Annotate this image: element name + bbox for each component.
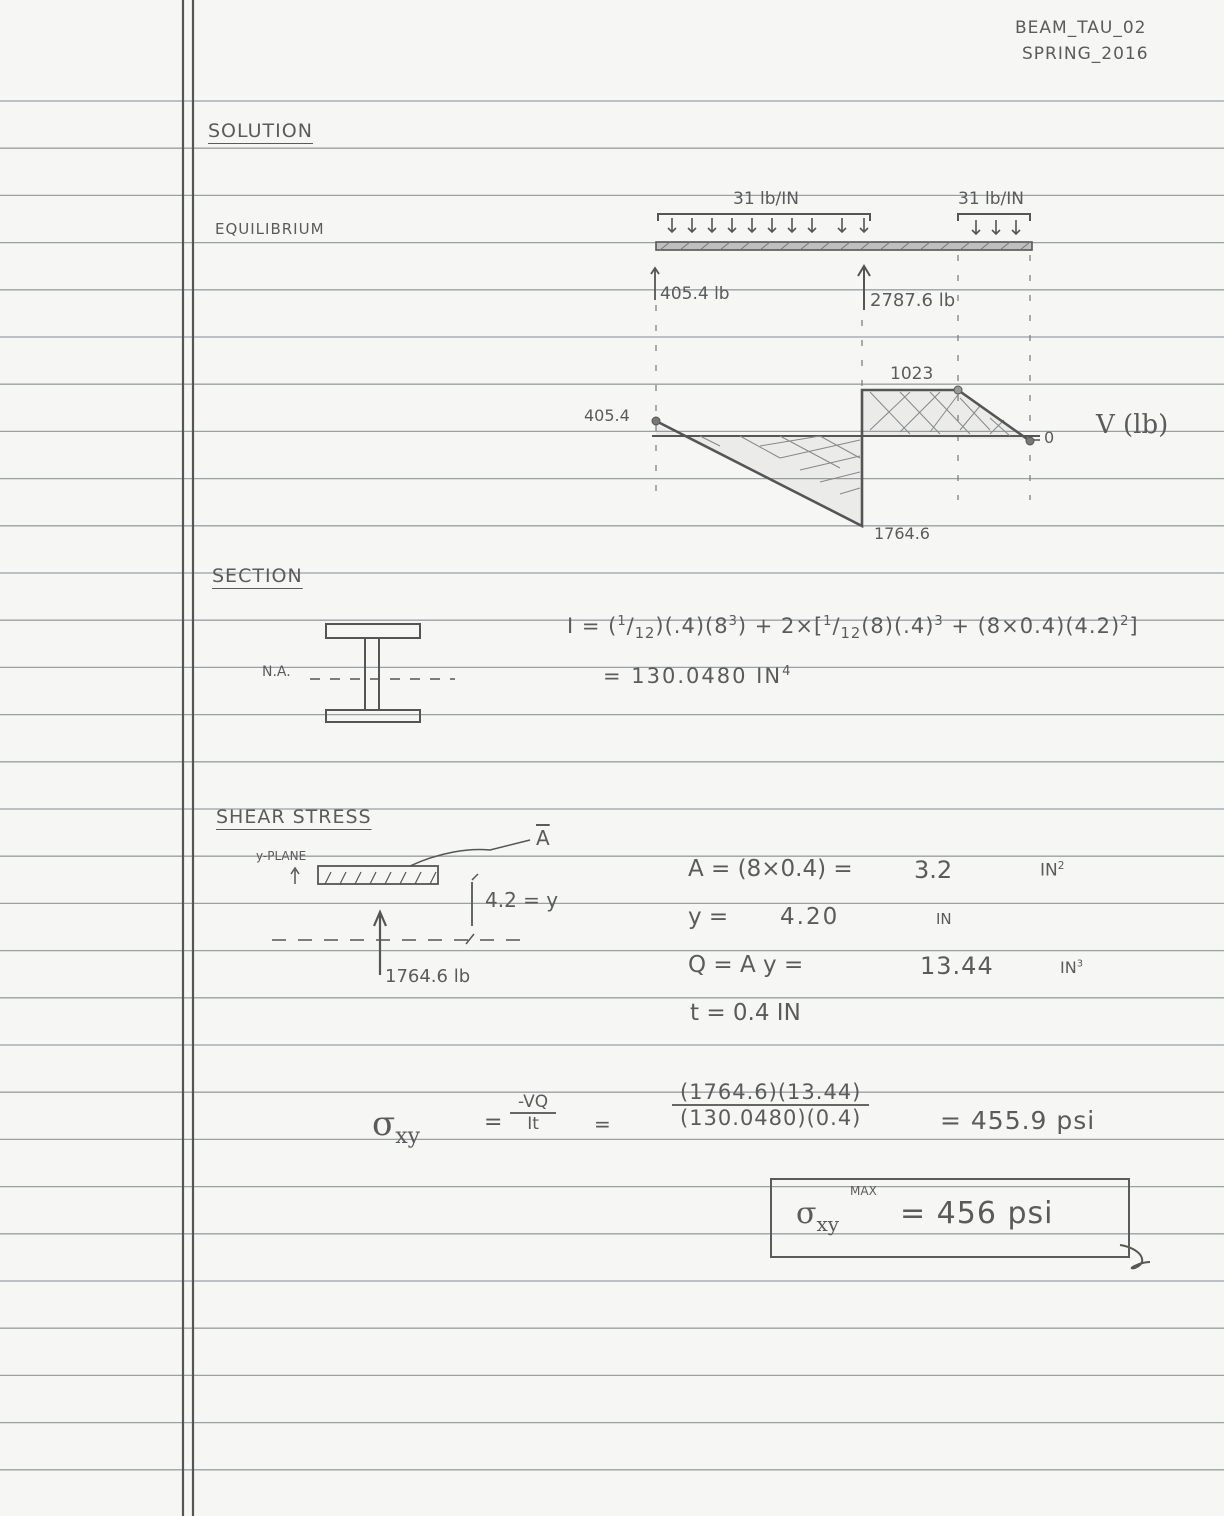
a-bar-value: 3.2 [914, 856, 953, 884]
shear-value-left: 405.4 [584, 406, 630, 425]
reaction-right-label: 2787.6 lb [870, 290, 956, 311]
y-bar-unit: IN [936, 910, 952, 928]
equals-sign-2: = [594, 1112, 611, 1136]
shear-value-min: 1764.6 [874, 524, 930, 543]
y-bar-equation: y = [688, 904, 729, 930]
shear-stress-symbol: $\sigma_{xy}$ [372, 1104, 421, 1149]
shear-stress-result: = 455.9 psi [940, 1106, 1096, 1135]
inertia-result: = 130.0480 $IN^4$ [603, 664, 793, 688]
a-bar-unit: $IN^2$ [1040, 860, 1065, 881]
distributed-load-right-label: 31 lb/IN [958, 189, 1025, 209]
reaction-left-label: 405.4 lb [660, 284, 730, 304]
thickness-equation: t = 0.4 IN [690, 1000, 801, 1026]
max-superscript: MAX [850, 1184, 877, 1198]
y-bar-value: 4.20 [780, 904, 840, 930]
ybar-dimension: 4.2 = y [485, 888, 559, 912]
equals-sign-1: = [484, 1110, 503, 1135]
inertia-equation: $I = (^1/_{12})(.4)(8^3) + 2\times[^1/_{12}(8)(.4)^3 + (8\times 0.4)(4.2)^2]$ [567, 614, 1139, 643]
a-bar-equation: A = (8×0.4) = [688, 856, 853, 882]
q-value: 13.44 [920, 952, 994, 980]
a-bar-label: $\overline{A}$ [536, 826, 550, 850]
term-label: SPRING_2016 [1022, 44, 1149, 64]
shear-point [652, 417, 660, 425]
shear-formula-fraction: $\frac{-VQ}{It}$ [510, 1092, 556, 1134]
shear-calc-fraction: $\frac{(1764.6)(13.44)}{(130.0480)(0.4)}$ [672, 1080, 869, 1130]
max-shear-symbol: $\sigma_{xy}$ [796, 1196, 840, 1236]
shear-value-max-positive: 1023 [890, 364, 934, 384]
final-answer: = 456 psi [900, 1196, 1054, 1231]
shear-point [1026, 437, 1034, 445]
q-equation: Q = A y = [688, 952, 804, 978]
shear-stress-heading: SHEAR STRESS [216, 806, 372, 828]
shear-value-zero: 0 [1044, 428, 1055, 447]
course-code: BEAM_TAU_02 [1015, 18, 1147, 38]
y-plane-label: y-PLANE [256, 849, 307, 863]
shear-axis-label: V (lb) [1096, 410, 1169, 440]
distributed-load-left-label: 31 lb/IN [733, 189, 800, 209]
q-unit: $IN^3$ [1060, 958, 1083, 977]
section-heading: SECTION [212, 565, 303, 587]
equilibrium-heading: EQUILIBRIUM [215, 220, 325, 238]
beam [656, 242, 1032, 250]
shear-force-label: 1764.6 lb [385, 966, 471, 987]
neutral-axis-label: N.A. [262, 664, 291, 680]
solution-heading: SOLUTION [208, 120, 313, 142]
shear-point [954, 386, 962, 394]
